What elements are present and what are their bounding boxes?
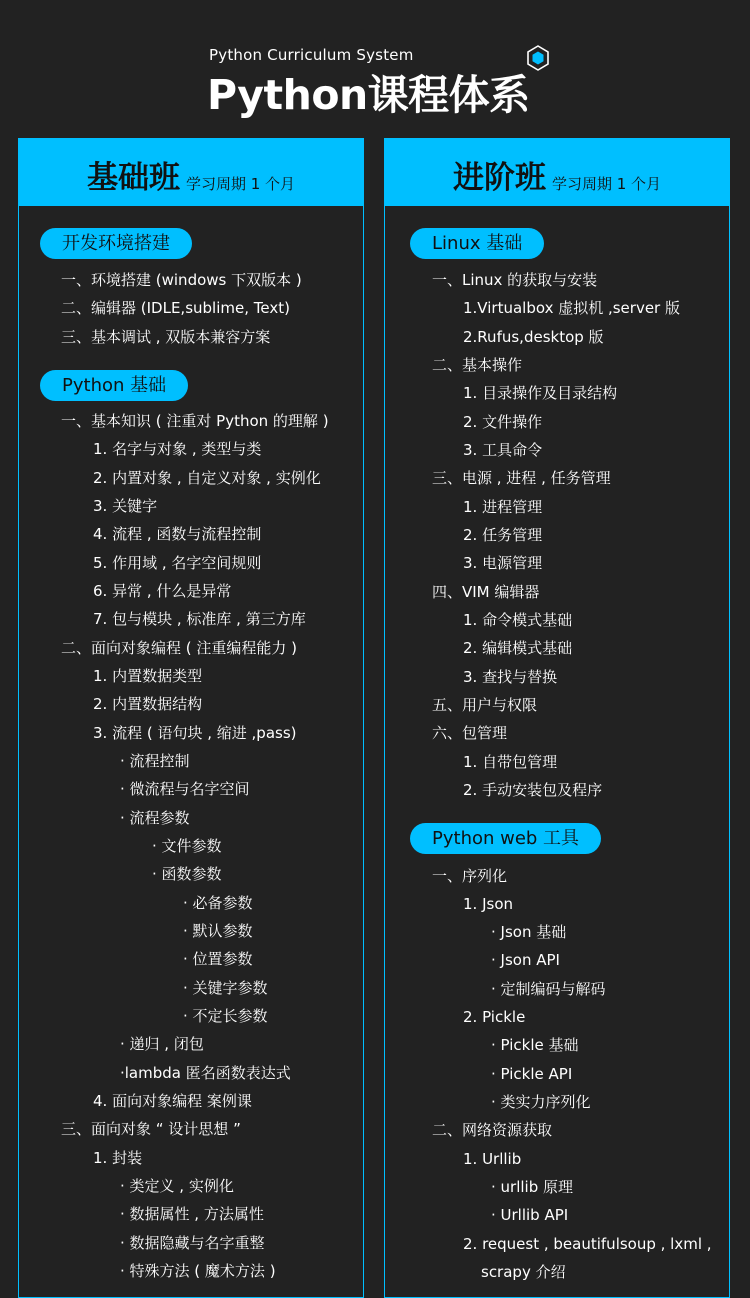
list-item: 3. 关键字 bbox=[93, 497, 158, 515]
list-item: 5. 作用域 , 名字空间规则 bbox=[93, 554, 262, 572]
list-item: 六、包管理 bbox=[432, 724, 508, 742]
list-item: · 文件参数 bbox=[152, 837, 222, 855]
list-item: · 类定义 , 实例化 bbox=[120, 1177, 234, 1195]
list-item: · 特殊方法 ( 魔术方法 ) bbox=[120, 1262, 276, 1280]
list-item: 2. 编辑模式基础 bbox=[463, 639, 573, 657]
list-item: 一、基本知识 ( 注重对 Python 的理解 ) bbox=[61, 412, 329, 430]
list-item: scrapy 介绍 bbox=[481, 1263, 566, 1281]
list-item: 四、VIM 编辑器 bbox=[432, 583, 540, 601]
basic-course-header bbox=[19, 139, 363, 206]
list-item: 2. 内置对象 , 自定义对象 , 实例化 bbox=[93, 469, 321, 487]
list-item: 一、环境搭建 (windows 下双版本 ) bbox=[61, 271, 302, 289]
list-item: 三、电源 , 进程 , 任务管理 bbox=[432, 469, 611, 487]
page-subtitle: Python Curriculum System bbox=[209, 46, 414, 64]
list-item: · 数据隐藏与名字重整 bbox=[120, 1234, 265, 1252]
list-item: 3. 电源管理 bbox=[463, 554, 543, 572]
page-header bbox=[0, 0, 750, 130]
list-item: 五、用户与权限 bbox=[432, 696, 538, 714]
list-item: · 不定长参数 bbox=[183, 1007, 268, 1025]
list-item: 二、基本操作 bbox=[432, 356, 523, 374]
list-item: · Json API bbox=[491, 951, 560, 969]
list-item: · 流程控制 bbox=[120, 752, 190, 770]
list-item: · urllib 原理 bbox=[491, 1178, 574, 1196]
list-item: · 默认参数 bbox=[183, 922, 253, 940]
list-item: · 流程参数 bbox=[120, 809, 190, 827]
list-item: 2. 手动安装包及程序 bbox=[463, 781, 603, 799]
section-pill-python-web-tools: Python web 工具 bbox=[410, 823, 601, 854]
list-item: 1. 目录操作及目录结构 bbox=[463, 384, 618, 402]
list-item: 一、序列化 bbox=[432, 867, 508, 885]
list-item: 7. 包与模块 , 标准库 , 第三方库 bbox=[93, 610, 306, 628]
list-item: 1. 名字与对象 , 类型与类 bbox=[93, 440, 262, 458]
list-item: 1. 自带包管理 bbox=[463, 753, 558, 771]
list-item: 1. 进程管理 bbox=[463, 498, 543, 516]
section-pill-linux-basics: Linux 基础 bbox=[410, 228, 544, 259]
list-item: · 定制编码与解码 bbox=[491, 980, 606, 998]
list-item: 三、基本调试 , 双版本兼容方案 bbox=[61, 328, 271, 346]
list-item: · 函数参数 bbox=[152, 865, 222, 883]
basic-course-period: 学习周期 1 个月 bbox=[185, 175, 296, 193]
list-item: 4. 面向对象编程 案例课 bbox=[93, 1092, 252, 1110]
page-title: Python课程体系 bbox=[207, 71, 530, 119]
list-item: · 必备参数 bbox=[183, 894, 253, 912]
list-item: 1. Json bbox=[463, 895, 514, 913]
list-item: 2. 内置数据结构 bbox=[93, 695, 203, 713]
list-item: · 位置参数 bbox=[183, 950, 253, 968]
list-item: 一、Linux 的获取与安装 bbox=[432, 271, 598, 289]
list-item: 三、面向对象 “ 设计思想 ” bbox=[61, 1120, 241, 1138]
advanced-course-header bbox=[385, 139, 729, 206]
list-item: 1. 内置数据类型 bbox=[93, 667, 203, 685]
list-item: · 微流程与名字空间 bbox=[120, 780, 250, 798]
list-item: 1. Urllib bbox=[463, 1150, 522, 1168]
advanced-course-title: 进阶班 bbox=[452, 160, 546, 196]
basic-course-column bbox=[18, 138, 364, 1298]
list-item: · Pickle 基础 bbox=[491, 1036, 579, 1054]
section-pill-python-basics: Python 基础 bbox=[40, 370, 188, 401]
list-item: 2. 文件操作 bbox=[463, 413, 543, 431]
list-item: 1. 封装 bbox=[93, 1149, 143, 1167]
list-item: 1. 命令模式基础 bbox=[463, 611, 573, 629]
hexagon-icon bbox=[527, 45, 549, 71]
list-item: 4. 流程 , 函数与流程控制 bbox=[93, 525, 262, 543]
list-item: · Pickle API bbox=[491, 1065, 573, 1083]
list-item: 二、编辑器 (IDLE,sublime, Text) bbox=[61, 299, 290, 317]
list-item: 1.Virtualbox 虚拟机 ,server 版 bbox=[463, 299, 680, 317]
advanced-course-period: 学习周期 1 个月 bbox=[551, 175, 662, 193]
basic-course-title: 基础班 bbox=[86, 160, 180, 196]
list-item: · 递归 , 闭包 bbox=[120, 1035, 204, 1053]
list-item: 2. 任务管理 bbox=[463, 526, 543, 544]
list-item: 3. 工具命令 bbox=[463, 441, 543, 459]
list-item: 6. 异常 , 什么是异常 bbox=[93, 582, 232, 600]
list-item: 2. request , beautifulsoup , lxml , bbox=[463, 1235, 712, 1253]
list-item: 2. Pickle bbox=[463, 1008, 526, 1026]
list-item: ·lambda 匿名函数表达式 bbox=[120, 1064, 291, 1082]
list-item: 3. 流程 ( 语句块 , 缩进 ,pass) bbox=[93, 724, 297, 742]
section-pill-dev-env: 开发环境搭建 bbox=[40, 228, 192, 259]
advanced-course-column bbox=[384, 138, 730, 1298]
list-item: 3. 查找与替换 bbox=[463, 668, 558, 686]
list-item: · Json 基础 bbox=[491, 923, 567, 941]
list-item: · 关键字参数 bbox=[183, 979, 268, 997]
list-item: · 类实力序列化 bbox=[491, 1093, 591, 1111]
list-item: 2.Rufus,desktop 版 bbox=[463, 328, 604, 346]
list-item: · 数据属性 , 方法属性 bbox=[120, 1205, 264, 1223]
list-item: · Urllib API bbox=[491, 1206, 569, 1224]
list-item: 二、面向对象编程 ( 注重编程能力 ) bbox=[61, 639, 298, 657]
list-item: 二、网络资源获取 bbox=[432, 1121, 553, 1139]
